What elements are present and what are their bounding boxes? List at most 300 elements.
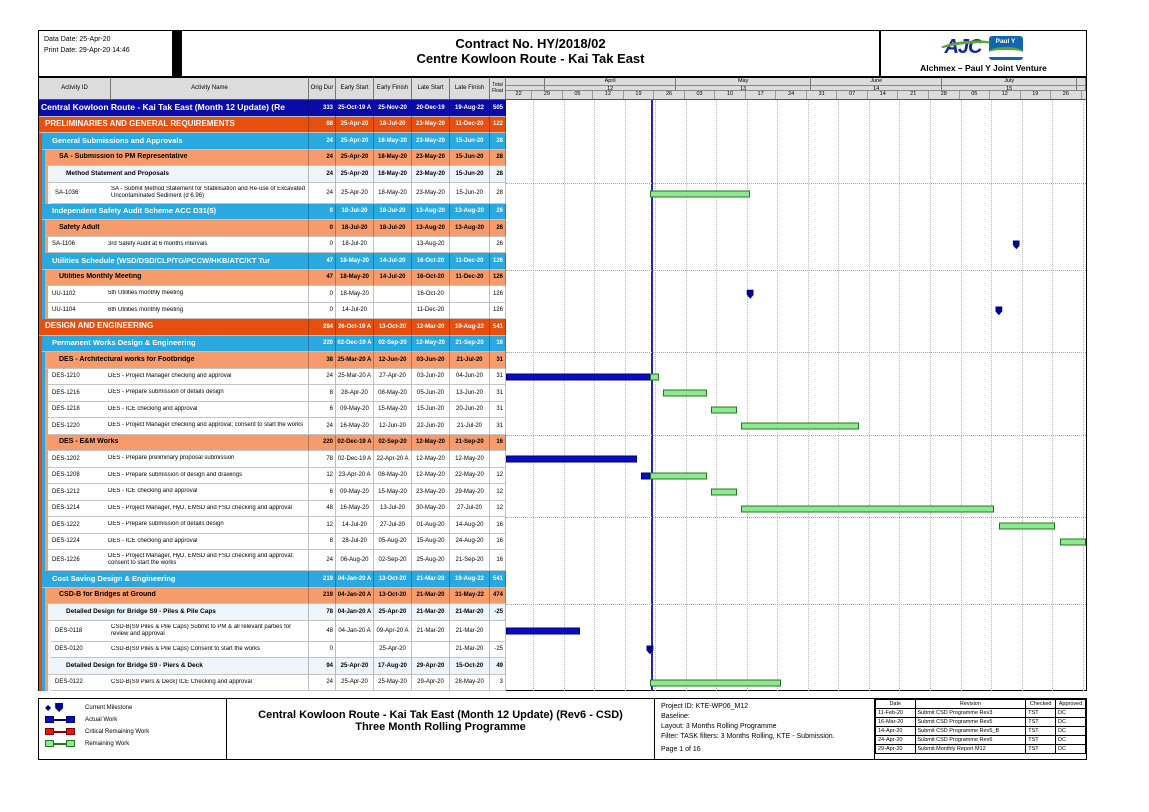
legend-label: Current Milestone <box>85 704 133 711</box>
print-date: Print Date: 29-Apr-20 14:46 <box>44 46 130 54</box>
cell-early-finish: 02-Sep-20 <box>374 336 412 353</box>
cell-total-float: 26 <box>490 220 506 237</box>
activity-name-cell <box>48 237 309 254</box>
month-label: July <box>942 78 1077 85</box>
cell-total-float: -25 <box>490 604 506 621</box>
cell-late-start: 01-Aug-20 <box>412 517 450 534</box>
month-number <box>1077 86 1086 91</box>
cell-early-finish: 12-Jun-20 <box>374 352 412 369</box>
activity-name-cell <box>48 286 309 303</box>
month-number: 15 <box>942 86 1077 91</box>
revision-cell: DC <box>1056 736 1086 745</box>
cell-late-finish: 21-Sep-20 <box>450 336 490 353</box>
cell-early-start: 04-Jan-20 A <box>336 571 374 588</box>
legend-item <box>45 727 220 736</box>
milestone-diamond-icon: ◆ <box>45 702 52 712</box>
activity-name-cell <box>48 658 309 675</box>
gantt-row-canvas <box>506 517 1086 534</box>
cell-early-start: 18-May-20 <box>336 270 374 287</box>
gantt-row-canvas <box>506 588 1086 605</box>
cell-early-start: 02-Dec-19 A <box>336 336 374 353</box>
gantt-row-canvas <box>506 204 1086 221</box>
cell-early-start: 18-Jul-20 <box>336 220 374 237</box>
bar-line-icon <box>54 743 66 745</box>
cell-early-finish: 25-Apr-20 <box>374 642 412 659</box>
indent-stripes <box>39 402 48 419</box>
cell-late-start: 21-Mar-20 <box>412 604 450 621</box>
cell-total-float <box>490 621 506 642</box>
activity-id: DES-1214 <box>52 505 80 512</box>
cell-late-start: 11-Dec-20 <box>412 303 450 320</box>
revision-cell: Submit Monthly Report M12 <box>915 745 1026 754</box>
activity-name: CSD-B(S9 Piers & Deck) ICE Checking and approval <box>111 678 253 685</box>
activity-name: 3rd Safety Audit at 6 months intervals <box>108 240 208 247</box>
cell-late-start: 13-Aug-20 <box>412 220 450 237</box>
activity-name: DES - Project Manager checking and approval <box>108 372 232 379</box>
activity-name: DES - E&M Works <box>59 438 119 446</box>
cell-total-float: 31 <box>490 385 506 402</box>
activity-id: DES-0120 <box>55 646 83 653</box>
cell-total-float: 31 <box>490 369 506 386</box>
revision-cell: Submit CSD Programme Rev3 <box>915 709 1026 718</box>
gantt-row-canvas <box>506 658 1086 675</box>
gantt-bar-remaining <box>1060 538 1086 545</box>
cell-early-start: 16-May-20 <box>336 501 374 518</box>
gantt-bar-remaining <box>663 390 707 397</box>
bar-cap-icon <box>66 716 75 723</box>
milestone-icon <box>1013 240 1020 249</box>
schedule-rows <box>39 100 1086 691</box>
cell-late-finish: 21-Sep-20 <box>450 435 490 452</box>
revision-cell: 24-Apr-20 <box>876 736 916 745</box>
cell-early-finish: 18-Jul-20 <box>374 204 412 221</box>
cell-orig-dur: 6 <box>309 402 336 419</box>
cell-total-float: 28 <box>490 133 506 150</box>
legend-bar-glyph <box>45 740 75 747</box>
column-header-row <box>39 78 1086 100</box>
row-DES-1218 <box>39 402 1086 419</box>
month-label: May <box>676 78 811 85</box>
gantt-row-canvas <box>506 237 1086 254</box>
activity-name: CSD-B for Bridges at Ground <box>59 591 156 599</box>
cell-total-float: 26 <box>490 237 506 254</box>
cell-early-start: 18-Jul-20 <box>336 237 374 254</box>
cell-orig-dur: 24 <box>309 150 336 167</box>
cell-early-finish: 02-Sep-20 <box>374 435 412 452</box>
cell-early-start: 25-Apr-20 <box>336 117 374 134</box>
row-wbs2-28 <box>39 571 1086 588</box>
cell-orig-dur: 47 <box>309 253 336 270</box>
week-label: 07 <box>837 91 868 99</box>
gantt-row-canvas <box>506 133 1086 150</box>
cell-early-finish: 25-Nov-20 <box>374 100 412 117</box>
filter: Filter: TASK filters: 3 Months Rolling, KTE - Submission. <box>661 733 835 741</box>
week-label: 26 <box>654 91 685 99</box>
cell-early-finish <box>374 303 412 320</box>
logo-arc-icon <box>989 47 1023 57</box>
row-DES-1216 <box>39 385 1086 402</box>
indent-stripes <box>39 675 51 692</box>
cell-early-finish: 05-Aug-20 <box>374 534 412 551</box>
gantt-bar-remaining <box>650 190 750 197</box>
cell-late-start: 21-Mar-20 <box>412 588 450 605</box>
cell-early-finish: 18-May-20 <box>374 150 412 167</box>
cell-early-finish: 14-Jul-20 <box>374 270 412 287</box>
page-number: Page 1 of 16 <box>661 745 701 753</box>
activity-name-cell <box>51 675 309 692</box>
activity-name-cell <box>48 385 309 402</box>
milestone-icon <box>747 290 754 299</box>
month-number <box>506 86 545 91</box>
cell-late-finish <box>450 286 490 303</box>
indent-stripes <box>39 621 51 642</box>
cell-late-finish: 11-Dec-20 <box>450 270 490 287</box>
gantt-bar-actual <box>506 456 637 463</box>
gantt-row-canvas <box>506 100 1086 117</box>
cell-orig-dur: 0 <box>309 204 336 221</box>
col-orig-dur: Orig Dur <box>309 78 336 99</box>
gantt-bar-actual <box>506 628 580 635</box>
cell-late-start: 12-May-20 <box>412 435 450 452</box>
row-SA-1106 <box>39 237 1086 254</box>
cell-early-finish: 18-May-20 <box>374 166 412 183</box>
revision-header-row <box>876 700 1086 709</box>
cell-late-finish: 13-Aug-20 <box>450 204 490 221</box>
activity-id: DES-1218 <box>52 406 80 413</box>
cell-orig-dur: 24 <box>309 550 336 571</box>
cell-total-float: 16 <box>490 336 506 353</box>
cell-orig-dur: 38 <box>309 352 336 369</box>
cell-orig-dur: 0 <box>309 237 336 254</box>
activity-name: 5th Utilities monthly meeting <box>108 290 184 297</box>
cell-total-float: 12 <box>490 468 506 485</box>
cell-total-float <box>490 451 506 468</box>
row-wbs2-2 <box>39 133 1086 150</box>
activity-name-cell <box>39 319 309 336</box>
contract-number: Contract No. HY/2018/02 <box>455 36 606 51</box>
gantt-row-canvas <box>506 675 1086 692</box>
cell-early-start: 25-Apr-20 <box>336 133 374 150</box>
gantt-bar-remaining <box>711 406 737 413</box>
row-DES-1220 <box>39 418 1086 435</box>
cell-early-start: 25-Apr-20 <box>336 183 374 204</box>
gantt-row-canvas <box>506 621 1086 642</box>
cell-total-float: 16 <box>490 534 506 551</box>
milestone-flag-icon <box>55 703 63 712</box>
revision-box <box>875 698 1087 760</box>
cell-total-float: 541 <box>490 319 506 336</box>
cell-early-finish: 08-May-20 <box>374 468 412 485</box>
cell-orig-dur: 8 <box>309 534 336 551</box>
cell-orig-dur: 24 <box>309 418 336 435</box>
activity-name: DES - Prepare preliminary proposal submission <box>108 455 235 462</box>
activity-name: DES - Project Manager, HyD, EMSD and FSD checking and approval; consent to start the works <box>108 553 294 566</box>
gantt-row-canvas <box>506 501 1086 518</box>
cell-total-float: 16 <box>490 550 506 571</box>
activity-id: SA-1036 <box>55 189 79 196</box>
row-DES-1226 <box>39 550 1086 571</box>
cell-late-finish: 15-Jun-20 <box>450 166 490 183</box>
activity-name-cell <box>45 435 309 452</box>
cell-late-start: 03-Jun-20 <box>412 369 450 386</box>
activity-name-cell <box>45 352 309 369</box>
cell-total-float: 28 <box>490 183 506 204</box>
cell-early-finish: 25-May-20 <box>374 675 412 692</box>
activity-name-cell <box>48 402 309 419</box>
cell-late-finish: 21-Mar-20 <box>450 642 490 659</box>
activity-name-cell <box>39 100 309 117</box>
activity-name: Cost Saving Design & Engineering <box>52 574 176 583</box>
revision-col-approved: Approved <box>1056 700 1086 709</box>
legend-bar-glyph <box>45 728 75 735</box>
bar-cap-icon <box>66 740 75 747</box>
activity-name-cell <box>51 621 309 642</box>
cell-late-start <box>412 642 450 659</box>
cell-early-start: 18-May-20 <box>336 286 374 303</box>
indent-stripes <box>39 286 48 303</box>
week-label: 14 <box>868 91 899 99</box>
cell-early-finish: 27-Apr-20 <box>374 369 412 386</box>
activity-name-cell <box>48 550 309 571</box>
page-title: Centre Kowloon Route - Kai Tak East <box>416 51 645 66</box>
gantt-row-canvas <box>506 604 1086 621</box>
cell-orig-dur: 219 <box>309 588 336 605</box>
cell-early-finish: 15-May-20 <box>374 402 412 419</box>
indent-stripes <box>39 468 48 485</box>
row-UU-1102 <box>39 286 1086 303</box>
cell-early-finish: 18-May-20 <box>374 133 412 150</box>
cell-total-float: 31 <box>490 352 506 369</box>
revision-cell: 16-Mar-20 <box>876 718 916 727</box>
activity-id: DES-1216 <box>52 389 80 396</box>
cell-orig-dur: 24 <box>309 369 336 386</box>
indent-stripes <box>39 550 48 571</box>
cell-early-start: 14-Jul-20 <box>336 303 374 320</box>
revision-cell: TST <box>1026 727 1056 736</box>
cell-early-start: 28-Jul-20 <box>336 534 374 551</box>
schedule-main <box>38 77 1087 691</box>
cell-orig-dur: 220 <box>309 336 336 353</box>
legend-item <box>45 739 220 748</box>
cell-late-start: 16-Oct-20 <box>412 270 450 287</box>
activity-name-cell <box>45 270 309 287</box>
activity-name: DESIGN AND ENGINEERING <box>45 322 154 331</box>
cell-late-finish <box>450 303 490 320</box>
activity-name: DES - ICE checking and approval <box>108 405 198 412</box>
indent-stripes <box>39 451 48 468</box>
legend-item <box>45 715 220 724</box>
cell-late-start: 21-Mar-20 <box>412 571 450 588</box>
indent-stripes <box>39 237 48 254</box>
gantt-row-canvas <box>506 435 1086 452</box>
legend-label: Actual Work <box>85 716 118 723</box>
activity-name: 6th Utilities monthly meeting <box>108 306 184 313</box>
cell-total-float: 12 <box>490 501 506 518</box>
cell-orig-dur: 0 <box>309 303 336 320</box>
cell-total-float: 122 <box>490 117 506 134</box>
cell-total-float: 126 <box>490 286 506 303</box>
project-id: Project ID: KTE-WP06_M12 <box>661 703 749 710</box>
cell-orig-dur: 24 <box>309 183 336 204</box>
cell-early-start: 25-Oct-19 A <box>336 100 374 117</box>
gantt-row-canvas <box>506 369 1086 386</box>
revision-cell: Submit CSD Programme Rev6 <box>915 736 1026 745</box>
cell-total-float: 49 <box>490 658 506 675</box>
month-number: 12 <box>545 86 676 91</box>
legend-box <box>38 698 227 760</box>
cell-late-finish: 13-Jun-20 <box>450 385 490 402</box>
title-box <box>182 30 880 77</box>
cell-late-start: 23-May-20 <box>412 183 450 204</box>
cell-early-finish: 13-Oct-20 <box>374 588 412 605</box>
cell-early-start: 09-May-20 <box>336 484 374 501</box>
activity-name: Detailed Design for Bridge S9 - Piles & Pile Caps <box>66 608 216 616</box>
activity-name-cell <box>51 642 309 659</box>
cell-total-float: 16 <box>490 435 506 452</box>
bar-cap-icon <box>45 740 54 747</box>
gantt-row-canvas <box>506 303 1086 320</box>
cell-orig-dur: 0 <box>309 642 336 659</box>
cell-early-start: 14-Jul-20 <box>336 517 374 534</box>
cell-early-start: 25-Apr-20 <box>336 150 374 167</box>
cell-late-start: 22-Jun-20 <box>412 418 450 435</box>
cell-orig-dur: 48 <box>309 501 336 518</box>
activity-name: CSD-B(S9 Piles & Pile Caps) Submit to PM & all relevant parties for review and approval <box>111 623 292 637</box>
row-DES-1224 <box>39 534 1086 551</box>
cell-orig-dur: 220 <box>309 435 336 452</box>
timeline-months <box>506 78 1086 86</box>
activity-name: DES - ICE checking and approval <box>108 488 198 495</box>
week-label: 31 <box>807 91 838 99</box>
cell-late-start: 30-May-20 <box>412 501 450 518</box>
row-wbs1-13 <box>39 319 1086 336</box>
legend-item <box>45 703 220 712</box>
gantt-row-canvas <box>506 418 1086 435</box>
cell-orig-dur: 284 <box>309 319 336 336</box>
activity-id: DES-1212 <box>52 488 80 495</box>
cell-early-finish: 13-Jul-20 <box>374 501 412 518</box>
cell-early-start: 25-Mar-20 A <box>336 369 374 386</box>
week-label: 28 <box>929 91 960 99</box>
cell-early-finish: 08-May-20 <box>374 385 412 402</box>
cell-early-start: 06-Aug-20 <box>336 550 374 571</box>
cell-late-start: 23-May-20 <box>412 166 450 183</box>
timeline-header <box>506 78 1086 99</box>
indent-stripes <box>39 385 48 402</box>
activity-name-cell <box>48 166 309 183</box>
week-label: 26 <box>1051 91 1082 99</box>
cell-orig-dur: 8 <box>309 385 336 402</box>
cell-total-float: -25 <box>490 642 506 659</box>
gantt-row-canvas <box>506 402 1086 419</box>
cell-early-start: 23-Apr-20 A <box>336 468 374 485</box>
gantt-row-canvas <box>506 550 1086 571</box>
cell-early-finish: 25-Apr-20 <box>374 604 412 621</box>
cell-early-finish: 27-Jul-20 <box>374 517 412 534</box>
cell-early-start <box>336 642 374 659</box>
cell-early-finish: 22-Apr-20 A <box>374 451 412 468</box>
indent-stripes <box>39 501 48 518</box>
activity-name: DES - Prepare submission of design and drawings <box>108 471 243 478</box>
col-activity-id: Activity ID <box>39 78 111 99</box>
cell-early-start: 04-Jan-20 A <box>336 621 374 642</box>
indent-stripes <box>39 369 48 386</box>
cell-early-start: 25-Apr-20 <box>336 658 374 675</box>
revision-row <box>876 745 1086 754</box>
gantt-row-canvas <box>506 270 1086 287</box>
gantt-row-canvas <box>506 642 1086 659</box>
cell-late-start: 03-Jun-20 <box>412 352 450 369</box>
revision-col-checked: Checked <box>1026 700 1056 709</box>
cell-late-finish: 11-Dec-20 <box>450 253 490 270</box>
row-DES-1202 <box>39 451 1086 468</box>
month-label: April <box>545 78 676 85</box>
activity-id: UU-1102 <box>52 290 76 297</box>
row-wbs4-33 <box>39 658 1086 675</box>
footer-title-box <box>227 698 655 760</box>
row-DES-1214 <box>39 501 1086 518</box>
activity-name: DES - ICE checking and approval <box>108 537 198 544</box>
cell-total-float: 126 <box>490 253 506 270</box>
indent-stripes <box>39 183 51 204</box>
layout: Layout: 3 Months Rolling Programme <box>661 723 777 731</box>
cell-total-float: 28 <box>490 166 506 183</box>
revision-col-revision: Revision <box>915 700 1026 709</box>
cell-total-float: 28 <box>490 150 506 167</box>
cell-late-finish: 13-Aug-20 <box>450 220 490 237</box>
cell-late-finish: 21-Sep-20 <box>450 550 490 571</box>
gantt-row-canvas <box>506 352 1086 369</box>
activity-id: DES-1224 <box>52 538 80 545</box>
cell-orig-dur: 12 <box>309 517 336 534</box>
cell-orig-dur: 6 <box>309 484 336 501</box>
cell-late-start: 15-Jun-20 <box>412 402 450 419</box>
cell-late-start: 23-May-20 <box>412 133 450 150</box>
revision-cell: Submit CSD Programme Rev5_B <box>915 727 1026 736</box>
revision-cell: TST <box>1026 718 1056 727</box>
date-info-box <box>38 30 173 77</box>
cell-late-finish: 21-Jul-20 <box>450 352 490 369</box>
row-wbs3-3 <box>39 150 1086 167</box>
row-wbs3-10 <box>39 270 1086 287</box>
cell-total-float: 12 <box>490 484 506 501</box>
cell-total-float: 31 <box>490 418 506 435</box>
activity-id: DES-1208 <box>52 472 80 479</box>
legend-bar-icon <box>45 740 79 747</box>
week-label: 05 <box>563 91 594 99</box>
cell-early-finish: 09-Apr-20 A <box>374 621 412 642</box>
legend-label: Critical Remaining Work <box>85 728 150 735</box>
month-number: 14 <box>811 86 942 91</box>
cell-late-start: 29-Apr-20 <box>412 658 450 675</box>
activity-name-cell <box>42 336 309 353</box>
gantt-row-canvas <box>506 166 1086 183</box>
gantt-bar-remaining <box>741 423 859 430</box>
row-DES-0118 <box>39 621 1086 642</box>
month-number: 13 <box>676 86 811 91</box>
activity-name-cell <box>48 534 309 551</box>
cell-late-start: 13-Aug-20 <box>412 204 450 221</box>
indent-stripes <box>39 604 48 621</box>
gantt-bar-remaining <box>650 472 707 479</box>
cell-orig-dur: 24 <box>309 675 336 692</box>
cell-late-finish: 20-Jun-20 <box>450 402 490 419</box>
activity-name: SA - Submit Method Statement for Stabilisation and Re-use of Excavated Uncontaminated Sediment (d 6.96) <box>111 185 306 199</box>
gantt-bar-remaining <box>711 489 737 496</box>
cell-late-start: 16-Oct-20 <box>412 253 450 270</box>
cell-late-start: 29-Apr-20 <box>412 675 450 692</box>
week-label: 19 <box>624 91 655 99</box>
